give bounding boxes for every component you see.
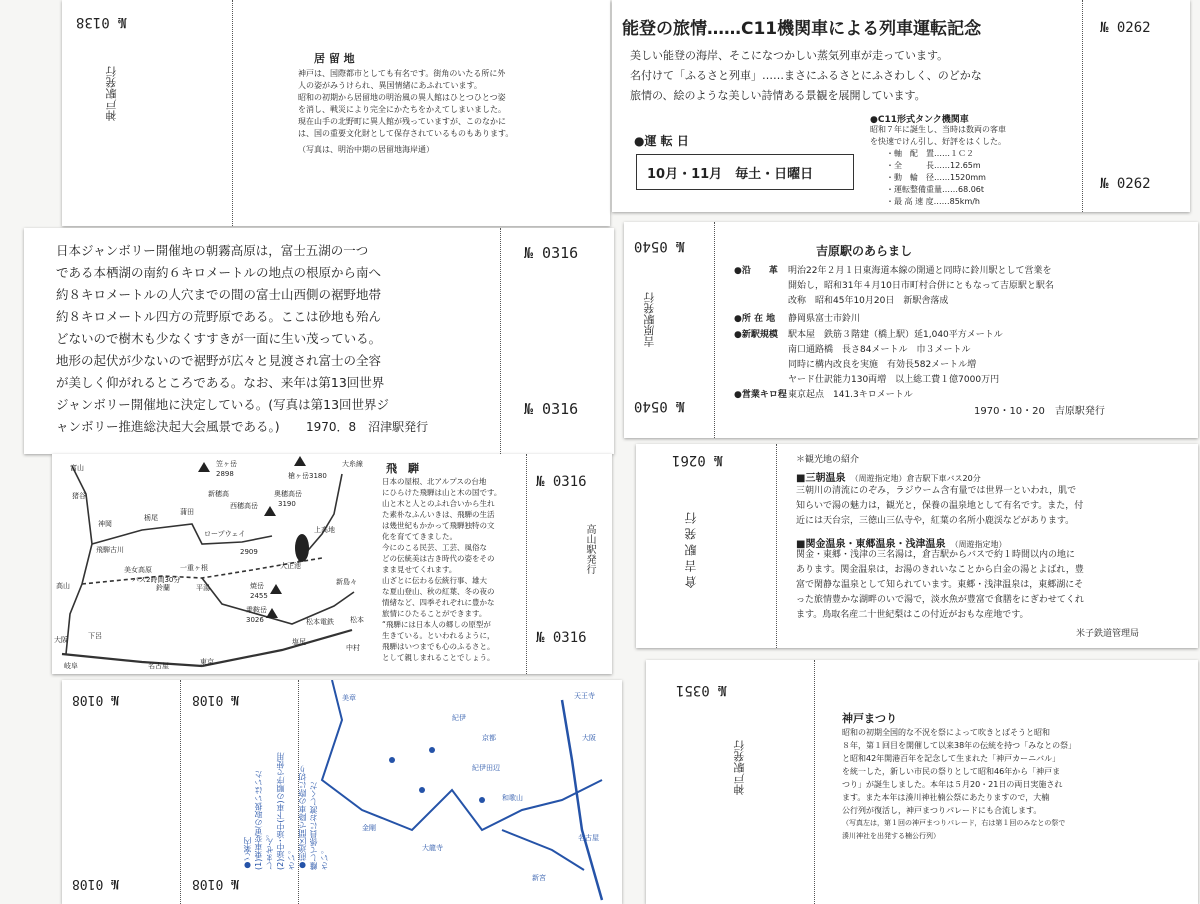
ticket-number: № 0540 bbox=[634, 238, 685, 254]
map-label: 猪谷 bbox=[72, 492, 86, 500]
row-line: 南口通路橋 長さ84メートル 巾３メートル bbox=[788, 345, 971, 355]
ticket-kobe-matsuri bbox=[646, 660, 1198, 904]
run-days: 10月・11月 毎土・日曜日 bbox=[647, 167, 814, 182]
map-label: 一重ヶ根 bbox=[180, 564, 208, 572]
taisho-pond-icon bbox=[295, 534, 309, 562]
spec-line: ・軸 配 置……１Ｃ２ bbox=[886, 149, 974, 158]
body-line: を統一した，新しい市民の祭りとして昭和46年から「神戸ま bbox=[842, 767, 1061, 776]
mountain-norikura-icon bbox=[266, 608, 278, 618]
body-line: 今にのこる民芸、工芸、風俗な bbox=[382, 543, 487, 552]
map-label: 平湯 bbox=[196, 584, 210, 592]
map-label: 高山 bbox=[56, 582, 70, 590]
map-label: 鈴蘭 bbox=[156, 584, 170, 592]
caption-line: （写真左は，第１回の神戸まつりパレード，右は第１回のみなとの祭で bbox=[842, 819, 1066, 827]
mountain-hotaka-icon bbox=[264, 506, 276, 516]
map-label: バス2時間30分 bbox=[132, 576, 181, 584]
guide-line: しません。 bbox=[265, 830, 274, 870]
row-line: 駅本屋 鉄筋３階建（橋上駅）延1,040平方メートル bbox=[788, 330, 1003, 340]
body-line: として親しまれることでしょう。 bbox=[382, 653, 495, 662]
body-line: “飛騨には日本人の郷しの原型が bbox=[382, 620, 491, 629]
map-label: 名古屋 bbox=[578, 834, 599, 842]
map-label: 美女高原 bbox=[124, 566, 152, 574]
spot-icon bbox=[419, 787, 425, 793]
onsen-title: ■三朝温泉 bbox=[796, 473, 846, 484]
map-label: 2455 bbox=[250, 592, 268, 600]
map-label: 和歌山 bbox=[502, 794, 523, 802]
guide-line: 離して係員にお渡しくだ bbox=[309, 782, 318, 870]
body-line: どの伝統美は古き時代の姿をその bbox=[382, 554, 495, 563]
body-line: 生きている。といわれるように， bbox=[382, 631, 495, 640]
perforation bbox=[180, 680, 181, 904]
body-line: 現在山手の北野町に異人館が残っていますが、このなかに bbox=[298, 117, 506, 126]
rail-route bbox=[562, 700, 602, 900]
body-line: 化を育ててきました。 bbox=[382, 532, 457, 541]
body-line: 知らいで湯の魅力は，観光と，保養の温泉地として有名です。また，付 bbox=[796, 501, 1084, 511]
body-line: 関金・東郷・浅津の三名湯は，倉吉駅からバスで約１時間以内の地に bbox=[796, 550, 1076, 560]
map-label: 飛騨古川 bbox=[96, 546, 124, 554]
ticket-asagiri bbox=[24, 228, 614, 454]
map-label: 紀伊田辺 bbox=[472, 764, 500, 772]
row-label: ●沿 革 bbox=[734, 266, 778, 276]
body-line: た素朴なふんいきは、飛騨の生活 bbox=[382, 510, 495, 519]
body-line: な夏山登山、秋の紅葉、冬の夜の bbox=[382, 587, 495, 596]
map-label: 西穂高岳 bbox=[230, 502, 258, 510]
body-line: 山ざとに伝わる伝統行事、雄大 bbox=[382, 576, 487, 585]
ticket-body bbox=[56, 240, 516, 438]
body-line: 山と木と人とのふれ合いから生れ bbox=[382, 499, 495, 508]
body-line: つり」が誕生しました。本年は５月20・21日の両日実施され bbox=[842, 780, 1063, 789]
intro-line: 名付けて「ふるさと列車」……まさにふるさとにふさわしく、のどかな bbox=[630, 69, 982, 82]
row-line: 開始し，昭和31年４月10日市町村合併にともなって吉原駅と駅名 bbox=[788, 281, 1054, 291]
body-line: ジャンボリー開催地に決定している。(写真は第13回世界ジ bbox=[56, 397, 390, 412]
ticket-title: 神戸まつり bbox=[842, 712, 897, 725]
road-route bbox=[502, 830, 584, 870]
body-line: 飛騨はいつまでも心のふるさと。 bbox=[382, 642, 495, 651]
map-label: 笠ヶ岳 bbox=[216, 460, 237, 468]
body-line: 日本の屋根、北アルプスの台地 bbox=[382, 477, 487, 486]
rail-shinonoi-line bbox=[202, 630, 352, 666]
issue-footer: 1970．8 沼津駅発行 bbox=[306, 420, 429, 434]
body-line: 富で閑静な温泉として知られています。東郷・浅津温泉は，東郷湖にそ bbox=[796, 580, 1084, 590]
issuing-station: 神戸駅発行 bbox=[105, 66, 118, 121]
body-line: 旅情にひたることができます。 bbox=[382, 609, 487, 618]
ticket-title: 飛 騨 bbox=[386, 462, 419, 475]
guide-line: ●ご案内 bbox=[243, 837, 252, 870]
body-line: ます。また本年は湊川神社楠公祭にあたりますので，大楠 bbox=[842, 793, 1050, 802]
rail-chuo-line bbox=[62, 654, 202, 666]
row-line: 同時に構内改良を実施 有効長582メートル増 bbox=[788, 360, 977, 370]
map-label: 乗鞍岳 bbox=[246, 606, 267, 614]
spec-line: ・動 輪 径……1520mm bbox=[886, 173, 986, 182]
intro-line: 美しい能登の海岸、そこになつかしい蒸気列車が走っています。 bbox=[630, 49, 949, 62]
hida-route-map bbox=[52, 454, 374, 674]
mountain-yarigatake-icon bbox=[294, 456, 306, 466]
map-label: 中村 bbox=[346, 644, 360, 652]
body-line: 神戸は、国際都市としても有名です。街角のいたる所に外 bbox=[298, 69, 506, 78]
route-map-blue bbox=[302, 680, 620, 904]
row-line: 明治22年２月１日東海道本線の開通と同時に鈴川駅として営業を bbox=[788, 266, 1052, 276]
row-line: 改称 昭和45年10月20日 新駅舎落成 bbox=[788, 296, 949, 306]
ticket-blue-map bbox=[62, 680, 622, 904]
map-label: 3026 bbox=[246, 616, 264, 624]
ticket-yoshiwara bbox=[624, 222, 1198, 438]
run-days-box bbox=[636, 154, 854, 190]
ticket-number: № 0108 bbox=[72, 692, 119, 707]
map-label: 京都 bbox=[482, 734, 496, 742]
perforation bbox=[1082, 0, 1083, 212]
map-label: 神岡 bbox=[98, 520, 112, 528]
guide-line: (2)途中･途中(下車)の順序で使用 bbox=[276, 752, 285, 870]
body-line: 近には天台宗，三徳山三仏寺や，紅葉の名所小鹿渓などがあります。 bbox=[796, 516, 1075, 526]
body-line: と昭和42年開港百年を記念して生まれた「神戸カーニバル」 bbox=[842, 754, 1061, 763]
ticket-number: № 0262 bbox=[1100, 20, 1151, 36]
body-line: 昭和の初期から居留地の明治風の異人館はひとつひとつ姿 bbox=[298, 93, 506, 102]
onsen-title: ■関金温泉・東郷温泉・浅津温泉 bbox=[796, 539, 946, 550]
mountain-yakedake-icon bbox=[270, 584, 282, 594]
map-label: 焼岳 bbox=[250, 582, 264, 590]
ticket-body bbox=[298, 68, 598, 156]
perforation bbox=[776, 444, 777, 648]
body-line: 三朝川の清流にのぞみ，ラジウーム含有量では世界一といわれ，肌で bbox=[796, 486, 1077, 496]
map-label: 新宮 bbox=[532, 874, 546, 882]
map-label: 奥穂高岳 bbox=[274, 490, 302, 498]
ticket-number-stub: № 0316 bbox=[524, 400, 579, 418]
body-line: 地形の起伏が少ないので裾野が広々と見渡され富士の全容 bbox=[56, 353, 382, 368]
ticket-noto-c11 bbox=[612, 0, 1190, 212]
map-label: 塩尻 bbox=[292, 638, 306, 646]
perforation bbox=[814, 660, 815, 904]
map-label: 松本電鉄 bbox=[306, 618, 334, 626]
map-label: 天王寺 bbox=[574, 692, 595, 700]
body-line: 約８キロメートルの人穴までの間の富士山西側の裾野地帯 bbox=[56, 287, 382, 302]
spot-icon bbox=[479, 797, 485, 803]
map-label: 東京 bbox=[200, 658, 214, 666]
ticket-title: 居 留 地 bbox=[314, 52, 355, 65]
loco-line: を快速でけん引し、好評をはくした。 bbox=[870, 137, 1006, 146]
map-label: 大阪 bbox=[582, 734, 596, 742]
onsen-sec1 bbox=[796, 466, 981, 485]
map-label: 大正池 bbox=[280, 562, 301, 570]
guide-line: ●前途区間で降車の際に切り bbox=[298, 765, 307, 870]
onsen-body1 bbox=[796, 484, 1083, 529]
body-line: を消し、戦災により完全にかたちをかえてしまいました。 bbox=[298, 105, 506, 114]
spot-icon bbox=[389, 757, 395, 763]
spec-line: ・最 高 速 度……85km/h bbox=[886, 197, 980, 206]
body-line: どないので樹木も少なくすすきが一面に生い茂っている。 bbox=[56, 331, 382, 346]
row-label: ●営業キロ程 bbox=[734, 390, 787, 400]
ticket-number-stub: № 0540 bbox=[634, 398, 685, 414]
row-label: ●新駅規模 bbox=[734, 330, 778, 340]
ticket-body bbox=[842, 726, 1192, 843]
map-label: 岐阜 bbox=[64, 662, 78, 670]
section-header: ＊観光地の紹介 bbox=[796, 455, 860, 465]
guide-line: さい。 bbox=[320, 846, 329, 870]
ticket-number: № 0138 bbox=[76, 14, 127, 30]
ticket-number-stub: № 0316 bbox=[536, 630, 587, 646]
caption: （写真は、明治中期の居留地海岸通） bbox=[298, 145, 434, 154]
map-label: 紀伊 bbox=[452, 714, 466, 722]
map-label: 金剛 bbox=[362, 824, 376, 832]
map-label: 大阪 bbox=[54, 636, 68, 644]
row-label: ●所 在 地 bbox=[734, 314, 776, 324]
ticket-number: № 0316 bbox=[524, 244, 579, 262]
issuing-station: 神戸駅発行 bbox=[733, 740, 746, 795]
map-label: 松本 bbox=[350, 616, 364, 624]
spec-line: ・運転整備重量……68.06t bbox=[886, 185, 985, 194]
row-line: ヤード仕訳能力130両増 以上総工費１億7000万円 bbox=[788, 375, 1000, 385]
loco-spec-block bbox=[870, 124, 1080, 208]
onsen-note: （周遊指定地）倉吉駅下車バス20分 bbox=[850, 474, 981, 483]
issue-footer: 1970・10・20 吉原駅発行 bbox=[974, 406, 1105, 417]
ticket-number: № 0261 bbox=[672, 452, 723, 468]
row-line: 静岡県富士市鈴川 bbox=[788, 314, 861, 324]
onsen-note: （周遊指定地） bbox=[950, 540, 1007, 549]
body-line: 日本ジャンボリー開催地の朝霧高原は，富士五湖の一つ bbox=[56, 243, 369, 258]
body-line: ます。鳥取名産二十世紀梨はこの付近がおもな産地です。 bbox=[796, 610, 1029, 620]
caption-line: 湊川神社を出発する楠公行列） bbox=[842, 832, 940, 840]
ticket-number-stub: № 0108 bbox=[192, 692, 239, 707]
intro-line: 旅情の、絵のような美しい詩情ある景観を展開しています。 bbox=[630, 89, 926, 102]
body-line: 公行列が復活し，神戸まつりパレードにも合流します。 bbox=[842, 806, 1042, 815]
perforation bbox=[714, 222, 715, 438]
ticket-number-stub: № 0108 bbox=[192, 876, 239, 891]
ticket-title: 吉原駅のあらまし bbox=[816, 244, 913, 258]
body-line: にひらけた飛騨は山と木の国です。 bbox=[382, 488, 502, 497]
ticket-hida bbox=[52, 454, 612, 674]
body-line: ャンボリー推進総決起大会風景である。) bbox=[56, 419, 280, 434]
ticket-number-stub: № 0108 bbox=[72, 876, 119, 891]
guide-line: (1)乗車変更の取扱いはいた bbox=[254, 770, 263, 870]
body-line: った旅情豊かな湖畔のいで湯で，淡水魚が豊富で食膳をにぎわせてくれ bbox=[796, 595, 1084, 605]
body-line: 人の姿がみうけられ、異国情緒にあふれています。 bbox=[298, 81, 482, 90]
spot-icon bbox=[429, 747, 435, 753]
map-label: 蒲田 bbox=[180, 508, 194, 516]
map-label: ロープウェイ bbox=[204, 530, 246, 538]
body-line: である本栖湖の南約６キロメートルの地点の根原から南へ bbox=[56, 265, 382, 280]
map-label: 上高地 bbox=[314, 526, 335, 534]
map-label: 槍ヶ岳3180 bbox=[288, 472, 327, 480]
intro bbox=[630, 46, 1070, 106]
river-route bbox=[322, 680, 602, 830]
onsen-body2 bbox=[796, 548, 1084, 623]
perforation bbox=[500, 228, 501, 454]
body-line: まま見せてくれます。 bbox=[382, 565, 457, 574]
issuing-station: 倉吉駅発行 bbox=[684, 508, 698, 588]
issuing-station: 吉原駅発行 bbox=[643, 292, 656, 347]
body-line: あります。関金温泉は，お湯のきれいなことから白金の湯とよばれ，豊 bbox=[796, 565, 1084, 575]
body-line: が美しく仰がれるところである。なお、来年は第13回世界 bbox=[56, 375, 385, 390]
map-label: 栃尾 bbox=[144, 514, 158, 522]
perforation bbox=[526, 454, 527, 674]
perforation bbox=[232, 0, 233, 226]
guide-line: さい。 bbox=[287, 846, 296, 870]
mountain-kasagatake-icon bbox=[198, 462, 210, 472]
loco-line: 昭和７年に誕生し、当時は数両の客車 bbox=[870, 125, 1006, 134]
body-line: 昭和の初期全国的な不況を祭によって吹きとばそうと昭和 bbox=[842, 728, 1050, 737]
map-label: 名古屋 bbox=[148, 662, 169, 670]
ticket-body bbox=[382, 476, 530, 663]
body-line: 約８キロメートル四方の荒野原である。ここは砂地も殆ん bbox=[56, 309, 382, 324]
map-label: 新島々 bbox=[336, 578, 357, 586]
map-label: 新穂高 bbox=[208, 490, 229, 498]
row-line: 東京起点 141.3キロメートル bbox=[788, 390, 913, 400]
ticket-number: № 0351 bbox=[676, 682, 727, 698]
ticket-title: 能登の旅情……C11機関車による列車運転記念 bbox=[622, 19, 982, 39]
issuer-footer: 米子鉄道管理局 bbox=[1076, 629, 1140, 639]
map-label: 富山 bbox=[70, 464, 84, 472]
ticket-kurayoshi bbox=[636, 444, 1198, 648]
map-label: 3190 bbox=[278, 500, 296, 508]
loco-title: ●C11形式タンク機関車 bbox=[870, 115, 969, 125]
body-line: 情緒など、四季それぞれに豊かな bbox=[382, 598, 495, 607]
body-line: ８年，第１回目を開催して以来38年の伝統を持つ「みなとの祭」 bbox=[842, 741, 1077, 750]
run-label: ●運 転 日 bbox=[634, 134, 689, 148]
map-label: 下呂 bbox=[88, 632, 102, 640]
ticket-kobe-kyoryuchi bbox=[62, 0, 610, 226]
map-label: 2909 bbox=[240, 548, 258, 556]
map-label: 大龍寺 bbox=[422, 844, 443, 852]
spec-line: ・全 長……12.65m bbox=[886, 161, 981, 170]
body-line: は、国の重要文化財として保存されているものもあります。 bbox=[298, 129, 514, 138]
ticket-number: № 0316 bbox=[536, 474, 587, 490]
map-label: 2898 bbox=[216, 470, 234, 478]
ticket-number-stub: № 0262 bbox=[1100, 176, 1151, 192]
map-label: 美章 bbox=[342, 694, 356, 702]
body-line: は幾世紀もかかって飛騨独特の文 bbox=[382, 521, 495, 530]
issuing-station: 高山駅発行 bbox=[584, 524, 595, 574]
map-label: 大糸線 bbox=[342, 460, 363, 468]
